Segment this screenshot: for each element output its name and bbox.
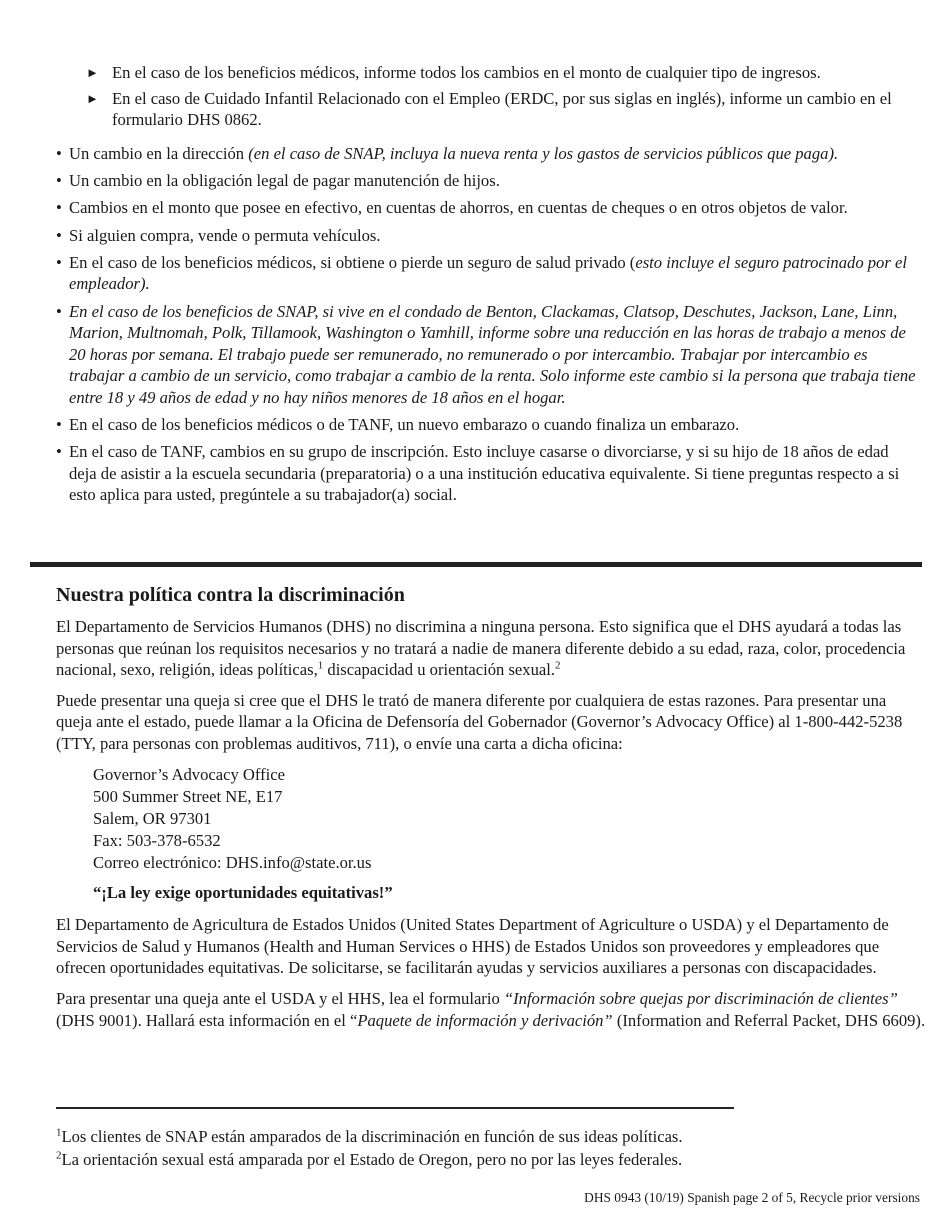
arrow-item [86,62,916,84]
bullet-pregnancy [56,414,918,436]
bullet-snap-counties [56,301,918,409]
bullet-icon: • [56,198,62,218]
bullet-icon: • [56,442,62,462]
footnote-1 [56,1125,916,1148]
bullet-text-lead: En el caso de los beneficios médicos, si obtiene o pierde un seguro de salud privado ( [69,252,636,272]
bullet-text [69,252,918,295]
footnote-ref-2: 2 [555,659,561,672]
equal-opportunity-slogan: “¡La ley exige oportunidades equitativas!” [93,882,393,902]
bullet-list [56,143,918,512]
bullet-icon: • [56,144,62,163]
policy-text: discapacidad u orientación sexual. [323,660,556,680]
policy-paragraph-2: Puede presentar una queja si cree que el DHS le trató de manera diferente por cualquiera de estas razones. Para presentar una queja ante el estado, puede llamar a la Oficina de Defensoría del Gobernador (Governor’s Advocacy Office) al 1-800-442-5238 (TTY, para personas con problemas auditivos, 711), o envíe una carta a dicha oficina: [56,690,903,753]
arrow-item-text: En el caso de los beneficios médicos, informe todos los cambios en el monto de cualquier tipo de ingresos. [112,63,821,82]
footnote-mark: 2 [56,1149,62,1162]
bullet-text: En el caso de TANF, cambios en su grupo de inscripción. Esto incluye casarse o divorciarse, y si su hijo de 18 años de edad deja de asistir a la escuela secundaria (preparatoria) o a una institución educativa equivalente. Si tiene preguntas respecto a si esto aplica para usted, pregúntele a su trabajador(a) social. [69,442,900,505]
bullet-text-italic: esto incluye el seguro patrocinado por el empleador). [69,252,907,294]
arrow-item-text: En el caso de Cuidado Infantil Relacionado con el Empleo (ERDC, por sus siglas en inglés), informe un cambio en el formulario DHS 0862. [112,88,892,130]
policy-paragraph-4 [56,988,926,1031]
footnote-2 [56,1148,916,1171]
bullet-text-italic: (en el caso de SNAP, incluya la nueva renta y los gastos de servicios públicos que paga). [248,144,839,163]
bullet-icon: • [56,171,62,191]
arrow-right-icon: ► [86,65,99,80]
arrow-right-icon: ► [86,90,99,106]
footnote-mark: 1 [56,1126,62,1139]
policy-text: (DHS 9001). Hallará esta información en el “ [56,1010,358,1030]
address-line: 500 Summer Street NE, E17 [93,786,283,806]
bullet-text: Si alguien compra, vende o permuta vehículos. [69,225,381,245]
section-title: Nuestra política contra la discriminación [56,584,405,606]
bullet-icon: • [56,225,62,245]
bullet-icon: • [56,252,62,272]
bullet-text: En el caso de los beneficios de SNAP, si vive en el condado de Benton, Clackamas, Clatsop, Deschutes, Jackson, Lane, Linn, Marion, Multnomah, Polk, Tillamook, Washington o Yamhill, informe sobre una reducción en las horas de trabajo a menos de 20 horas por semana. El trabajo puede ser remunerado, no remunerado o por intercambio. Trabajar por intercambio es trabajar a cambio de un servicio, como trabajar a cambio de la renta. Solo informe este cambio si la persona que trabaja tiene entre 18 y 49 años de edad y no hay niños menores de 18 años en el hogar. [69,301,916,407]
arrow-list [86,62,916,135]
bullet-icon: • [56,301,62,321]
mailing-address [93,764,926,875]
address-line: Governor’s Advocacy Office [93,764,285,784]
bullet-text: En el caso de los beneficios médicos o de TANF, un nuevo embarazo o cuando finaliza un embarazo. [69,415,740,435]
non-discrimination-section [56,582,926,1040]
address-line: Fax: 503-378-6532 [93,831,221,851]
packet-title: Paquete de información y derivación” [357,1010,613,1030]
policy-text: (Information and Referral Packet, DHS 6609). [612,1010,926,1030]
bullet-text-lead: Un cambio en la dirección [69,144,249,163]
bullet-tanf-group [56,441,918,506]
form-title: “Información sobre quejas por discriminación de clientes” [503,988,898,1008]
page-footer: DHS 0943 (10/19) Spanish page 2 of 5, Recycle prior versions [584,1190,920,1205]
footnote-divider [56,1107,734,1109]
bullet-assets [56,197,918,219]
bullet-text: Cambios en el monto que posee en efectivo, en cuentas de ahorros, en cuentas de cheques o en otros objetos de valor. [69,198,848,218]
address-line: Correo electrónico: DHS.info@state.or.us [93,853,372,873]
bullet-address-change [56,143,918,165]
bullet-icon: • [56,415,62,435]
footnote-ref-1: 1 [317,659,324,672]
bullet-insurance [56,252,918,295]
policy-paragraph-3: El Departamento de Agricultura de Estados Unidos (United States Department of Agriculture o USDA) y el Departamento de Servicios de Salud y Humanos (Health and Human Services o HHS) de Estados Unidos son proveedores y empleadores que ofrecen oportunidades equitativas. De solicitarse, se facilitarán ayudas y servicios auxiliares a personas con discapacidades. [56,915,889,978]
bullet-vehicles [56,225,918,247]
address-line: Salem, OR 97301 [93,808,212,828]
bullet-text [69,143,838,165]
policy-paragraph-1 [56,616,926,681]
bullet-child-support [56,170,918,192]
section-divider [30,562,922,567]
bullet-text: Un cambio en la obligación legal de pagar manutención de hijos. [69,171,500,191]
footnotes [56,1125,916,1171]
arrow-item [86,88,916,131]
footnote-text: La orientación sexual está amparada por el Estado de Oregon, pero no por las leyes federales. [61,1150,683,1169]
policy-text: Para presentar una queja ante el USDA y el HHS, lea el formulario [56,988,504,1008]
footnote-text: Los clientes de SNAP están amparados de la discriminación en función de sus ideas políticas. [61,1127,683,1146]
policy-text: El Departamento de Servicios Humanos (DHS) no discrimina a ninguna persona. Esto significa que el DHS ayudará a todas las personas que reúnan los requisitos necesarios y no tratará a nadie de manera diferente debido a su edad, raza, color, procedencia nacional, sexo, religión, ideas políticas, [56,617,906,680]
